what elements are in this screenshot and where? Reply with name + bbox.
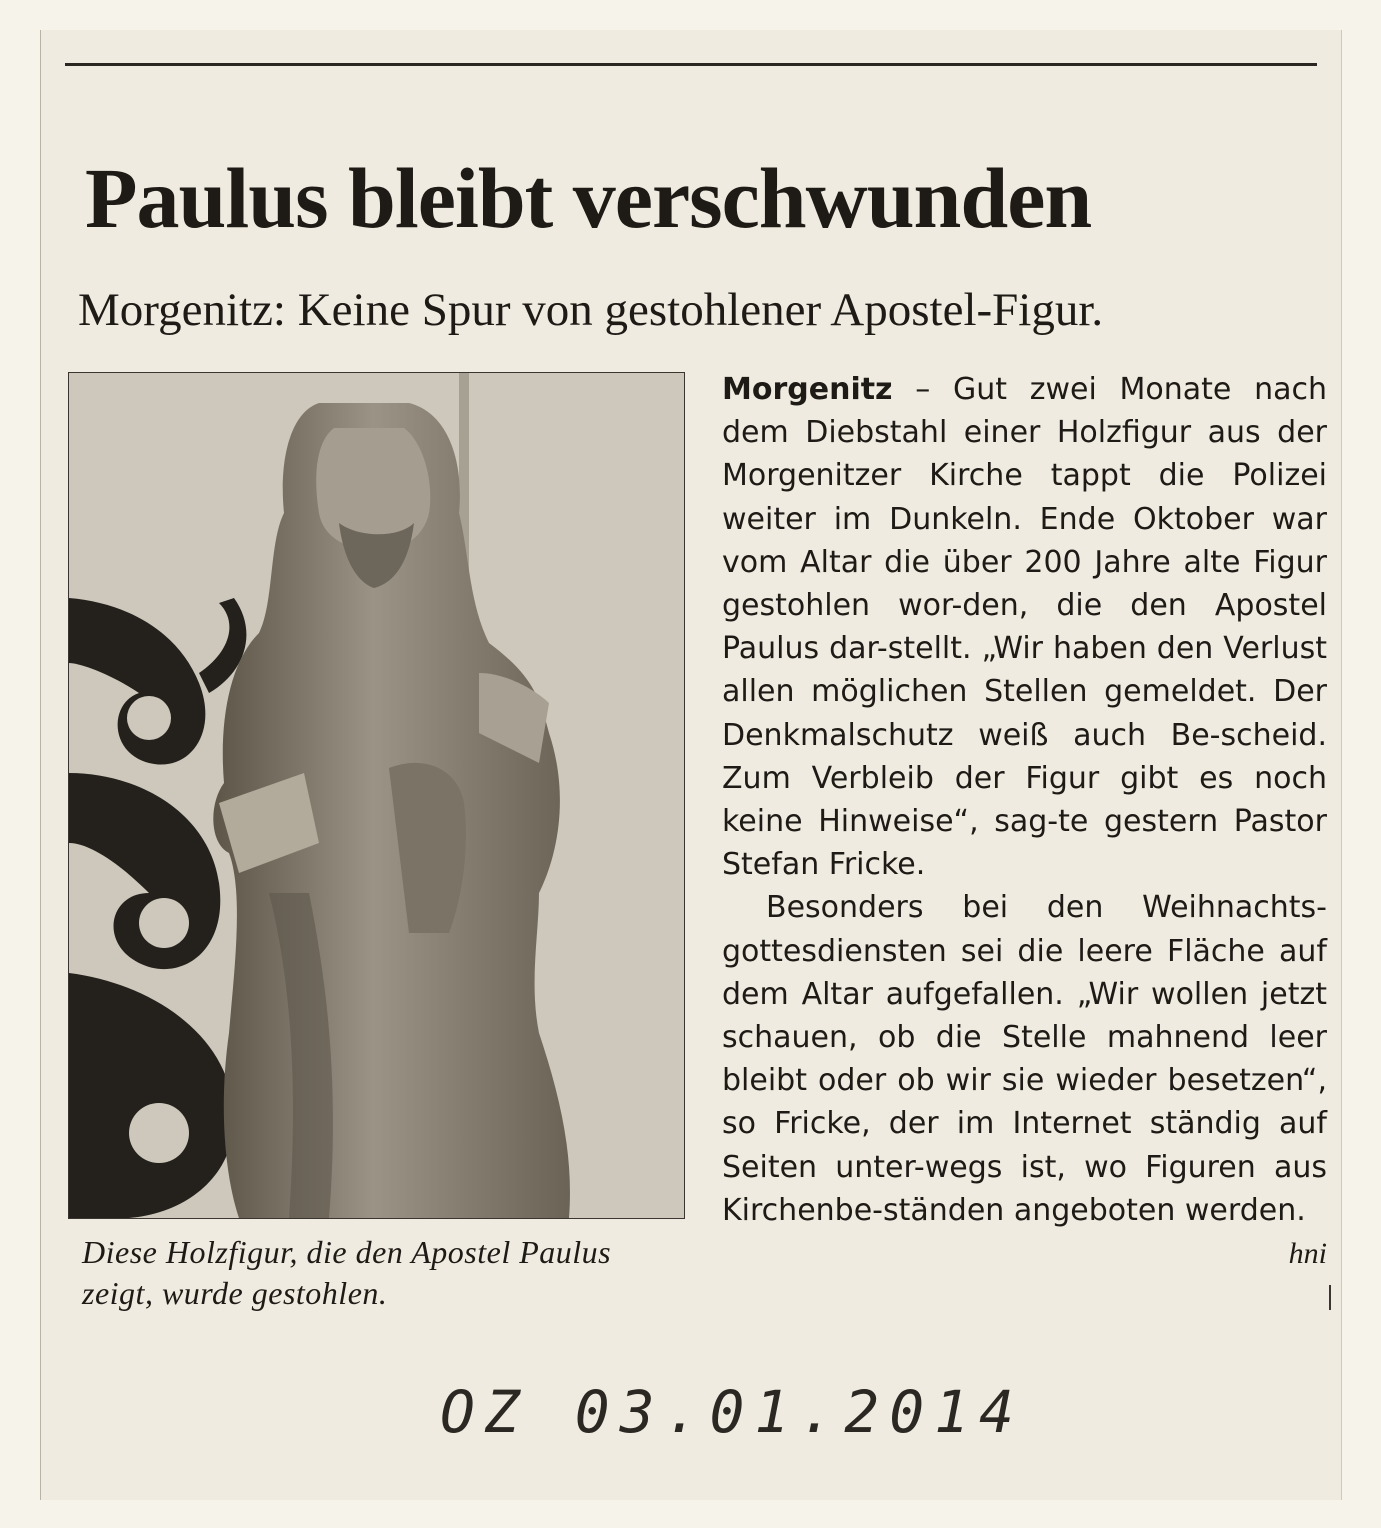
top-rule	[65, 63, 1317, 66]
apostle-figure-photo	[68, 372, 685, 1219]
handwritten-source-date: OZ 03.01.2014	[440, 1378, 1024, 1446]
headline: Paulus bleibt verschwunden	[85, 150, 1092, 246]
author-initials: hni	[1288, 1237, 1327, 1271]
paragraph-2	[722, 886, 1327, 1271]
paragraph-2-text: Besonders bei den Weihnachts-gottesdiensten sei die leere Fläche auf dem Altar aufgefallen. „Wir wollen jetzt schauen, ob die Stelle mahnend leer bleibt oder ob wir sie wieder besetzen“, so Fricke, der im Internet ständig auf Seiten unter-wegs ist, wo Figuren aus Kirchenbe-ständen angeboten werden.	[722, 890, 1327, 1228]
dateline: Morgenitz	[722, 372, 893, 407]
subheadline: Morgenitz: Keine Spur von gestohlener Apostel-Figur.	[78, 284, 1104, 336]
photo-caption: Diese Holzfigur, die den Apostel Paulus zeigt, wurde gestohlen.	[82, 1234, 612, 1311]
paragraph-1	[722, 368, 1327, 886]
paragraph-1-text: – Gut zwei Monate nach dem Diebstahl einer Holzfigur aus der Morgenitzer Kirche tappt die Polizei weiter im Dunkeln. Ende Oktober war vom Altar die über 200 Jahre alte Figur gestohlen wor-den, die den Apostel Paulus dar-stellt. „Wir haben den Verlust allen möglichen Stellen gemeldet. Der Denkmalschutz weiß auch Be-scheid. Zum Verbleib der Figur gibt es noch keine Hinweise“, sag-te gestern Pastor Stefan Fricke.	[722, 372, 1327, 883]
article-body	[722, 368, 1327, 1275]
column-end-mark	[1329, 1285, 1331, 1310]
wooden-statue-image	[69, 373, 684, 1218]
